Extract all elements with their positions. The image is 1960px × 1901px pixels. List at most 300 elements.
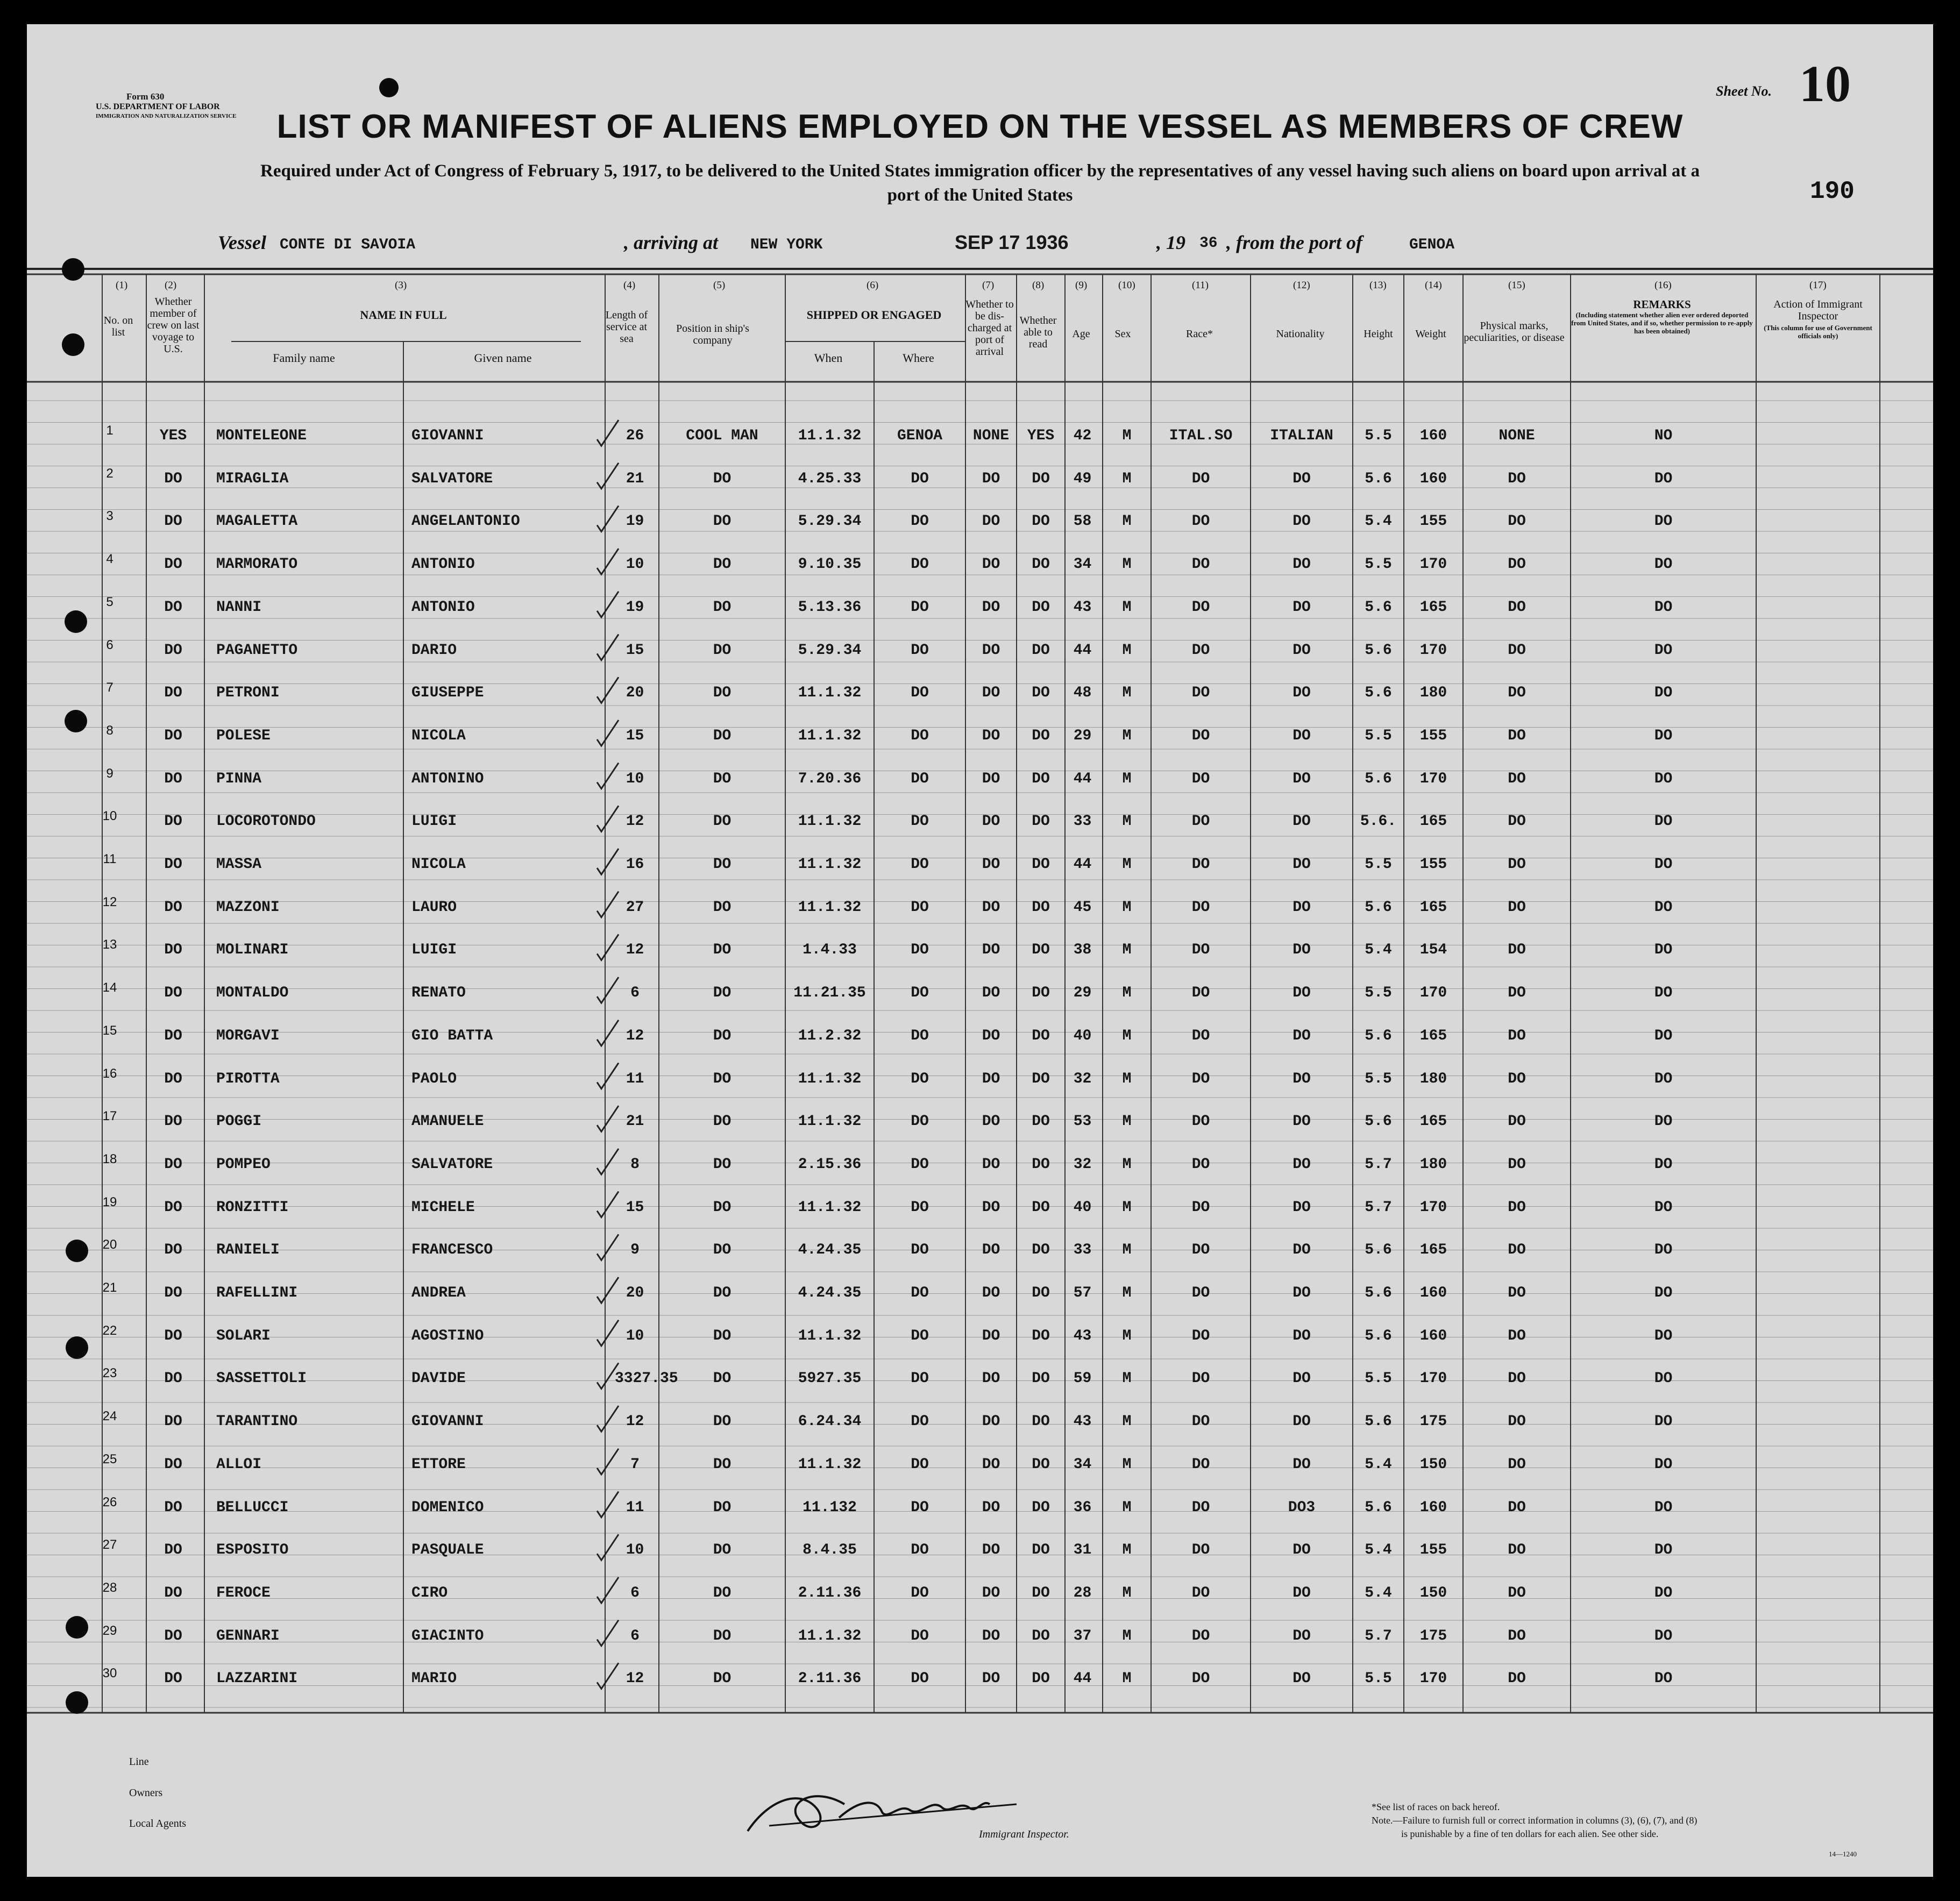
cell-shipped-where: DO: [911, 1027, 929, 1044]
cell-service-length: 9: [630, 1242, 640, 1259]
cell-age: 40: [1073, 1199, 1092, 1216]
col-height-header: Height: [1364, 328, 1393, 340]
cell-sex: M: [1122, 856, 1132, 873]
cell-physical-marks: DO: [1508, 1456, 1526, 1473]
cell-position: DO: [713, 1070, 732, 1087]
cell-able-to-read: DO: [1032, 470, 1050, 487]
cell-service-length: 12: [626, 1413, 644, 1430]
cell-physical-marks: DO: [1508, 556, 1526, 573]
cell-physical-marks: DO: [1508, 1627, 1526, 1644]
cell-nationality: DO3: [1288, 1499, 1316, 1516]
column-number: (17): [1809, 280, 1827, 291]
cell-age: 33: [1073, 813, 1092, 830]
cell-family-name: BELLUCCI: [216, 1499, 289, 1516]
cell-shipped-when: 11.2.32: [798, 1027, 862, 1044]
cell-discharged: DO: [982, 1199, 1000, 1216]
cell-position: DO: [713, 1027, 732, 1044]
cell-race: DO: [1191, 470, 1210, 487]
cell-position: DO: [713, 685, 732, 702]
cell-given-name: ETTORE: [411, 1456, 466, 1473]
cell-shipped-where: DO: [911, 1070, 929, 1087]
cell-remarks: DO: [1654, 1413, 1673, 1430]
cell-able-to-read: DO: [1032, 1627, 1050, 1644]
cell-shipped-where: DO: [911, 1242, 929, 1259]
cell-service-length: 20: [626, 1285, 644, 1301]
cell-prev-voyage: DO: [164, 1499, 182, 1516]
cell-service-length: 12: [626, 1027, 644, 1044]
cell-service-length: 15: [626, 727, 644, 744]
cell-able-to-read: DO: [1032, 856, 1050, 873]
cell-weight: 160: [1419, 1499, 1447, 1516]
binder-hole: [66, 1240, 88, 1262]
cell-race: DO: [1191, 813, 1210, 830]
vessel-name: CONTE DI SAVOIA: [280, 237, 416, 253]
cell-family-name: POLESE: [216, 727, 271, 744]
row-number: 7: [106, 680, 113, 695]
cell-remarks: DO: [1654, 1156, 1673, 1173]
cell-given-name: ANTONIO: [411, 556, 475, 573]
row-number: 29: [102, 1623, 117, 1638]
cell-service-length: 12: [626, 1670, 644, 1688]
cell-family-name: MASSA: [216, 856, 262, 873]
row-number: 18: [102, 1151, 117, 1166]
cell-service-length: 15: [626, 1199, 644, 1216]
cell-shipped-where: DO: [911, 899, 929, 916]
cell-race: DO: [1191, 770, 1210, 787]
cell-position: DO: [713, 1242, 732, 1259]
cell-discharged: DO: [982, 813, 1000, 830]
column-number: (11): [1192, 280, 1209, 291]
row-number: 5: [106, 594, 113, 609]
cell-prev-voyage: DO: [164, 685, 182, 702]
cell-age: 40: [1073, 1027, 1092, 1044]
cell-able-to-read: DO: [1032, 1070, 1050, 1087]
row-number: 17: [102, 1109, 117, 1124]
cell-able-to-read: YES: [1027, 428, 1055, 444]
cell-able-to-read: DO: [1032, 1370, 1050, 1387]
cell-nationality: DO: [1293, 1242, 1311, 1259]
cell-family-name: RANIELI: [216, 1242, 280, 1259]
column-number: (13): [1369, 280, 1387, 291]
arriving-port: NEW YORK: [750, 237, 823, 253]
cell-discharged: DO: [982, 1370, 1000, 1387]
cell-physical-marks: DO: [1508, 1156, 1526, 1173]
cell-sex: M: [1122, 899, 1132, 916]
cell-shipped-where: DO: [911, 1670, 929, 1688]
cell-weight: 165: [1419, 1242, 1447, 1259]
cell-discharged: DO: [982, 556, 1000, 573]
cell-physical-marks: DO: [1508, 1413, 1526, 1430]
cell-given-name: AGOSTINO: [411, 1327, 484, 1344]
cell-weight: 155: [1419, 1542, 1447, 1559]
cell-remarks: DO: [1654, 1285, 1673, 1301]
cell-discharged: DO: [982, 1285, 1000, 1301]
cell-race: DO: [1191, 1070, 1210, 1087]
cell-shipped-when: 11.1.32: [798, 1627, 862, 1644]
cell-shipped-where: DO: [911, 1327, 929, 1344]
cell-family-name: MOLINARI: [216, 942, 289, 959]
cell-service-length: 19: [626, 513, 644, 530]
cell-given-name: ANGELANTONIO: [411, 513, 520, 530]
column-number: (16): [1654, 280, 1672, 291]
cell-weight: 175: [1419, 1413, 1447, 1430]
cell-sex: M: [1122, 1199, 1132, 1216]
cell-position: DO: [713, 899, 732, 916]
cell-service-length: 8: [630, 1156, 640, 1173]
cell-given-name: NICOLA: [411, 727, 466, 744]
cell-race: DO: [1191, 1027, 1210, 1044]
cell-shipped-when: 7.20.36: [798, 770, 862, 787]
column-number: (6): [867, 280, 879, 291]
cell-discharged: DO: [982, 1413, 1000, 1430]
cell-race: DO: [1191, 1370, 1210, 1387]
row-number: 19: [102, 1194, 117, 1209]
cell-weight: 150: [1419, 1456, 1447, 1473]
cell-sex: M: [1122, 770, 1132, 787]
cell-family-name: MAZZONI: [216, 899, 280, 916]
cell-remarks: DO: [1654, 856, 1673, 873]
cell-given-name: SALVATORE: [411, 470, 493, 487]
cell-able-to-read: DO: [1032, 770, 1050, 787]
cell-discharged: DO: [982, 856, 1000, 873]
cell-age: 36: [1073, 1499, 1092, 1516]
row-number: 13: [102, 937, 117, 952]
cell-shipped-where: DO: [911, 1499, 929, 1516]
cell-height: 5.6: [1365, 642, 1392, 659]
cell-shipped-when: 11.1.32: [798, 727, 862, 744]
cell-given-name: ANTONINO: [411, 770, 484, 787]
cell-sex: M: [1122, 727, 1132, 744]
cell-position: DO: [713, 1113, 732, 1130]
binder-hole: [66, 1616, 88, 1639]
cell-shipped-when: 11.1.32: [798, 1199, 862, 1216]
cell-remarks: DO: [1654, 470, 1673, 487]
cell-service-length: 27: [626, 899, 644, 916]
cell-prev-voyage: DO: [164, 985, 182, 1002]
cell-given-name: PAOLO: [411, 1070, 457, 1087]
cell-prev-voyage: DO: [164, 1285, 182, 1301]
cell-weight: 154: [1419, 942, 1447, 959]
cell-age: 59: [1073, 1370, 1092, 1387]
cell-physical-marks: DO: [1508, 513, 1526, 530]
cell-race: DO: [1191, 1499, 1210, 1516]
cell-prev-voyage: DO: [164, 1584, 182, 1601]
cell-race: DO: [1191, 1113, 1210, 1130]
cell-shipped-when: 4.25.33: [798, 470, 862, 487]
cell-nationality: DO: [1293, 1627, 1311, 1644]
cell-shipped-when: 11.1.32: [798, 1070, 862, 1087]
form-code: 14—1240: [1829, 1850, 1857, 1858]
cell-age: 43: [1073, 599, 1092, 616]
cell-remarks: DO: [1654, 813, 1673, 830]
cell-height: 5.6: [1365, 1413, 1392, 1430]
row-number: 21: [102, 1280, 117, 1295]
col-remarks-sub: (Including statement whether alien ever ordered deported from United States, and if so, whether permission to re-apply has been obtained): [1571, 311, 1753, 335]
cell-age: 44: [1073, 770, 1092, 787]
cell-shipped-when: 5.13.36: [798, 599, 862, 616]
cell-nationality: DO: [1293, 1285, 1311, 1301]
cell-family-name: ALLOI: [216, 1456, 262, 1473]
cell-nationality: DO: [1293, 642, 1311, 659]
cell-discharged: DO: [982, 642, 1000, 659]
col-service-header: Length of service at sea: [605, 309, 648, 345]
col-weight-header: Weight: [1415, 328, 1446, 340]
row-number: 12: [102, 894, 117, 909]
row-number: 22: [102, 1323, 117, 1338]
cell-position: DO: [713, 470, 732, 487]
cell-family-name: POGGI: [216, 1113, 262, 1130]
cell-service-length: 12: [626, 813, 644, 830]
cell-family-name: SOLARI: [216, 1327, 271, 1344]
cell-sex: M: [1122, 470, 1132, 487]
cell-age: 57: [1073, 1285, 1092, 1301]
cell-weight: 160: [1419, 428, 1447, 444]
cell-height: 5.6: [1365, 470, 1392, 487]
cell-discharged: NONE: [972, 428, 1010, 444]
cell-family-name: POMPEO: [216, 1156, 271, 1173]
owners-label: Owners: [129, 1787, 163, 1799]
cell-remarks: DO: [1654, 513, 1673, 530]
cell-nationality: DO: [1293, 1070, 1311, 1087]
cell-prev-voyage: DO: [164, 1456, 182, 1473]
cell-remarks: DO: [1654, 727, 1673, 744]
cell-nationality: DO: [1293, 1113, 1311, 1130]
cell-remarks: DO: [1654, 1584, 1673, 1601]
cell-position: DO: [713, 599, 732, 616]
cell-age: 37: [1073, 1627, 1092, 1644]
cell-nationality: DO: [1293, 856, 1311, 873]
vessel-label: Vessel: [218, 232, 266, 253]
service-label: IMMIGRATION AND NATURALIZATION SERVICE: [96, 113, 237, 119]
cell-position: DO: [713, 556, 732, 573]
cell-able-to-read: DO: [1032, 1456, 1050, 1473]
cell-sex: M: [1122, 1670, 1132, 1688]
cell-sex: M: [1122, 1113, 1132, 1130]
cell-physical-marks: DO: [1508, 1542, 1526, 1559]
cell-prev-voyage: DO: [164, 727, 182, 744]
cell-weight: 155: [1419, 727, 1447, 744]
cell-shipped-where: DO: [911, 556, 929, 573]
cell-nationality: DO: [1293, 470, 1311, 487]
cell-physical-marks: DO: [1508, 1285, 1526, 1301]
cell-shipped-where: DO: [911, 685, 929, 702]
cell-height: 5.6: [1365, 1242, 1392, 1259]
cell-discharged: DO: [982, 470, 1000, 487]
cell-remarks: DO: [1654, 685, 1673, 702]
cell-position: DO: [713, 1627, 732, 1644]
cell-service-length: 10: [626, 1327, 644, 1344]
cell-sex: M: [1122, 1370, 1132, 1387]
cell-remarks: DO: [1654, 599, 1673, 616]
cell-family-name: FEROCE: [216, 1584, 271, 1601]
cell-remarks: DO: [1654, 985, 1673, 1002]
cell-shipped-where: DO: [911, 1456, 929, 1473]
cell-nationality: DO: [1293, 1370, 1311, 1387]
cell-able-to-read: DO: [1032, 1199, 1050, 1216]
cell-position: DO: [713, 942, 732, 959]
cell-given-name: LUIGI: [411, 942, 457, 959]
cell-shipped-when: 11.132: [803, 1499, 857, 1516]
cell-prev-voyage: DO: [164, 1327, 182, 1344]
cell-nationality: DO: [1293, 899, 1311, 916]
cell-discharged: DO: [982, 770, 1000, 787]
row-number: 6: [106, 637, 113, 652]
row-number: 11: [103, 852, 117, 866]
cell-nationality: DO: [1293, 770, 1311, 787]
cell-race: DO: [1191, 1542, 1210, 1559]
cell-position: DO: [713, 727, 732, 744]
cell-sex: M: [1122, 813, 1132, 830]
cell-remarks: DO: [1654, 556, 1673, 573]
col-no-header: No. on list: [103, 315, 133, 338]
cell-prev-voyage: DO: [164, 556, 182, 573]
cell-position: DO: [713, 1327, 732, 1344]
column-number: (9): [1075, 280, 1088, 291]
cell-prev-voyage: DO: [164, 1413, 182, 1430]
cell-prev-voyage: DO: [164, 1156, 182, 1173]
cell-position: DO: [713, 1584, 732, 1601]
row-number: 4: [106, 552, 113, 567]
col-position-header: Position in ship's company: [676, 323, 749, 346]
cell-discharged: DO: [982, 1113, 1000, 1130]
col-action-header: Action of Immigrant Inspector: [1773, 298, 1863, 322]
cell-age: 48: [1073, 685, 1092, 702]
cell-race: DO: [1191, 1242, 1210, 1259]
cell-sex: M: [1122, 1499, 1132, 1516]
cell-height: 5.7: [1365, 1627, 1392, 1644]
cell-sex: M: [1122, 1285, 1132, 1301]
cell-given-name: SALVATORE: [411, 1156, 493, 1173]
binder-hole: [66, 1336, 88, 1359]
cell-nationality: DO: [1293, 813, 1311, 830]
cell-age: 32: [1073, 1070, 1092, 1087]
cell-position: DO: [713, 813, 732, 830]
cell-race: DO: [1191, 985, 1210, 1002]
cell-shipped-where: DO: [911, 1584, 929, 1601]
cell-able-to-read: DO: [1032, 599, 1050, 616]
cell-prev-voyage: DO: [164, 642, 182, 659]
cell-sex: M: [1122, 556, 1132, 573]
cell-race: DO: [1191, 899, 1210, 916]
cell-race: DO: [1191, 942, 1210, 959]
cell-height: 5.4: [1365, 1456, 1392, 1473]
cell-discharged: DO: [982, 1499, 1000, 1516]
cell-family-name: MARMORATO: [216, 556, 298, 573]
cell-weight: 155: [1419, 513, 1447, 530]
from-port-label: , from the port of: [1226, 232, 1363, 253]
cell-weight: 160: [1419, 1327, 1447, 1344]
cell-able-to-read: DO: [1032, 1670, 1050, 1688]
cell-nationality: DO: [1293, 727, 1311, 744]
cell-sex: M: [1122, 685, 1132, 702]
cell-given-name: FRANCESCO: [411, 1242, 493, 1259]
cell-age: 44: [1073, 1670, 1092, 1688]
cell-age: 43: [1073, 1413, 1092, 1430]
cell-position: DO: [713, 1370, 732, 1387]
row-number: 26: [102, 1494, 117, 1510]
binder-hole: [65, 610, 87, 633]
cell-service-length: 19: [626, 599, 644, 616]
cell-discharged: DO: [982, 513, 1000, 530]
cell-shipped-where: DO: [911, 770, 929, 787]
cell-height: 5.4: [1365, 942, 1392, 959]
column-number: (2): [165, 280, 177, 291]
cell-remarks: DO: [1654, 1027, 1673, 1044]
row-number: 10: [102, 809, 117, 824]
cell-shipped-where: DO: [911, 470, 929, 487]
cell-nationality: DO: [1293, 1456, 1311, 1473]
cell-weight: 165: [1419, 813, 1447, 830]
cell-prev-voyage: DO: [164, 513, 182, 530]
cell-shipped-when: 2.11.36: [798, 1670, 862, 1688]
cell-prev-voyage: DO: [164, 899, 182, 916]
cell-physical-marks: DO: [1508, 685, 1526, 702]
cell-height: 5.5: [1365, 556, 1392, 573]
cell-race: DO: [1191, 1627, 1210, 1644]
cell-height: 5.7: [1365, 1156, 1392, 1173]
cell-discharged: DO: [982, 985, 1000, 1002]
cell-able-to-read: DO: [1032, 685, 1050, 702]
cell-given-name: LAURO: [411, 899, 457, 916]
cell-service-length: 26: [626, 428, 644, 444]
cell-prev-voyage: DO: [164, 1370, 182, 1387]
cell-family-name: MONTALDO: [216, 985, 289, 1002]
cell-prev-voyage: DO: [164, 1627, 182, 1644]
col-sex-header: Sex: [1114, 328, 1131, 340]
cell-given-name: LUIGI: [411, 813, 457, 830]
cell-able-to-read: DO: [1032, 1584, 1050, 1601]
cell-height: 5.6: [1365, 599, 1392, 616]
cell-given-name: GIOVANNI: [411, 1413, 484, 1430]
cell-physical-marks: DO: [1508, 642, 1526, 659]
cell-shipped-when: 11.1.32: [798, 899, 862, 916]
cell-prev-voyage: DO: [164, 1542, 182, 1559]
cell-position: DO: [713, 513, 732, 530]
cell-service-length: 6: [630, 985, 640, 1002]
cell-prev-voyage: DO: [164, 856, 182, 873]
cell-race: ITAL.SO: [1169, 428, 1233, 444]
cell-discharged: DO: [982, 942, 1000, 959]
cell-able-to-read: DO: [1032, 899, 1050, 916]
cell-sex: M: [1122, 642, 1132, 659]
cell-remarks: DO: [1654, 942, 1673, 959]
cell-prev-voyage: DO: [164, 1670, 182, 1688]
cell-race: DO: [1191, 1199, 1210, 1216]
row-number: 30: [102, 1666, 117, 1681]
col-name-header: NAME IN FULL: [360, 308, 447, 322]
page-title: LIST OR MANIFEST OF ALIENS EMPLOYED ON THE VESSEL AS MEMBERS OF CREW: [276, 108, 1684, 145]
cell-family-name: GENNARI: [216, 1627, 280, 1644]
cell-shipped-when: 11.1.32: [798, 813, 862, 830]
cell-weight: 180: [1419, 1156, 1447, 1173]
cell-prev-voyage: DO: [164, 813, 182, 830]
cell-shipped-where: DO: [911, 1413, 929, 1430]
cell-sex: M: [1122, 1027, 1132, 1044]
cell-remarks: DO: [1654, 1370, 1673, 1387]
col-physical-header: Physical marks, peculiarities, or disease: [1464, 320, 1565, 344]
cell-service-length: 11: [626, 1499, 644, 1516]
cell-given-name: DAVIDE: [411, 1370, 466, 1387]
cell-physical-marks: DO: [1508, 1242, 1526, 1259]
cell-sex: M: [1122, 1584, 1132, 1601]
cell-sex: M: [1122, 1627, 1132, 1644]
cell-service-length: 10: [626, 770, 644, 787]
binder-hole: [62, 333, 84, 356]
row-number: 3: [106, 509, 113, 524]
cell-able-to-read: DO: [1032, 1285, 1050, 1301]
cell-sex: M: [1122, 513, 1132, 530]
cell-service-length: 20: [626, 685, 644, 702]
